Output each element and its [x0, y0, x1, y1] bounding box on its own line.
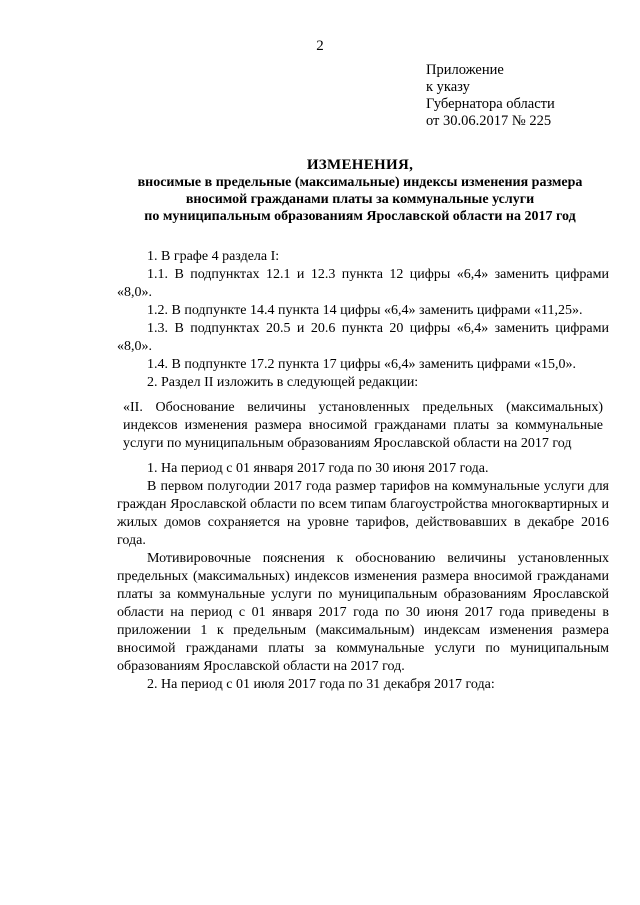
title-line: по муниципальным образованиям Ярославской области на 2017 год	[144, 209, 576, 224]
section-title: «II. Обоснование величины установленных предельных (максимальных) индексов изменения размера вносимой гражданами платы за коммунальные услуги по муниципальным образованиям Ярославской области на 2017 год	[123, 400, 603, 451]
page-number: 2	[316, 38, 324, 54]
paragraph: 1. В графе 4 раздела I:	[147, 249, 280, 264]
annex-block	[426, 62, 555, 130]
paragraph: 1.2. В подпункте 14.4 пункта 14 цифры «6,4» заменить цифрами «11,25».	[147, 303, 583, 318]
paragraph: В первом полугодии 2017 года размер тарифов на коммунальные услуги для граждан Ярославской области по всем типам благоустройства многоквартирных и жилых домов сохраняется на уровне тарифов, действовавших в декабре 2016 года.	[117, 479, 609, 548]
document-title	[100, 157, 620, 225]
annex-line: Губернатора области	[426, 96, 555, 112]
paragraph: 2. На период с 01 июля 2017 года по 31 декабря 2017 года:	[147, 677, 495, 692]
paragraph: 1.4. В подпункте 17.2 пункта 17 цифры «6,4» заменить цифрами «15,0».	[147, 357, 576, 372]
paragraph: 1.1. В подпунктах 12.1 и 12.3 пункта 12 цифры «6,4» заменить цифрами «8,0».	[117, 267, 609, 300]
annex-line: Приложение	[426, 62, 504, 78]
paragraph: 2. Раздел II изложить в следующей редакции:	[147, 375, 419, 390]
annex-line: от 30.06.2017 № 225	[426, 113, 552, 129]
paragraph: Мотивировочные пояснения к обоснованию величины установленных предельных (максимальных) индексов изменения размера вносимой гражданами платы за коммунальные услуги по муниципальным образованиям Ярославской области на период с 01 января 2017 года по 30 июня 2017 года приведены в приложении 1 к предельным (максимальным) индексам изменения размера вносимой гражданами платы за коммунальные услуги по муниципальным образованиям Ярославской области на 2017 год.	[117, 551, 609, 674]
document-body	[117, 248, 609, 694]
title-line: вносимые в предельные (максимальные) индексы изменения размера	[137, 175, 583, 190]
paragraph: 1. На период с 01 января 2017 года по 30 июня 2017 года.	[147, 461, 489, 476]
title-line: вносимой гражданами платы за коммунальные услуги	[185, 192, 535, 207]
title-heading: ИЗМЕНЕНИЯ,	[306, 157, 414, 173]
annex-line: к указу	[426, 79, 470, 95]
paragraph: 1.3. В подпунктах 20.5 и 20.6 пункта 20 цифры «6,4» заменить цифрами «8,0».	[117, 321, 609, 354]
